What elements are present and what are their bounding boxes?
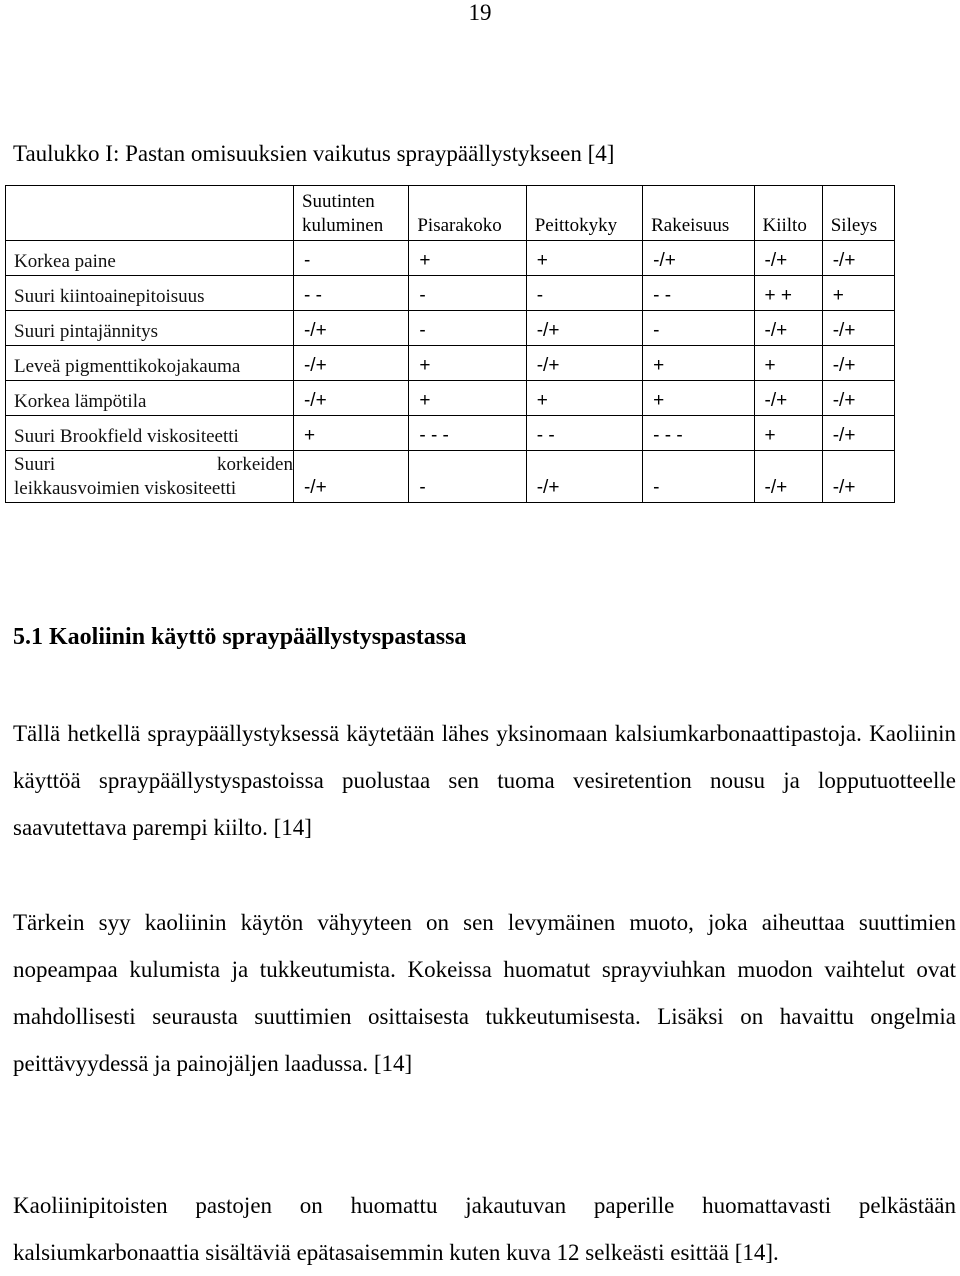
table-cell: +: [822, 276, 894, 311]
section-heading: 5.1 Kaoliinin käyttö spraypäällystyspastassa: [13, 624, 467, 650]
table-cell: -: [526, 276, 642, 311]
table-row: [6, 241, 895, 276]
table-row: [6, 381, 895, 416]
table-cell: +: [293, 416, 408, 451]
table-row: [6, 311, 895, 346]
table-header-cell: [6, 186, 294, 241]
row-label: Leveä pigmenttikokojakauma: [6, 346, 294, 381]
table-header-cell: Peittokyky: [526, 186, 642, 241]
row-label-line: Suuri korkeiden: [14, 454, 293, 475]
table-header-cell: Suutinten kuluminen: [293, 186, 408, 241]
row-label: [6, 451, 294, 503]
table-cell: - - -: [643, 416, 754, 451]
table-cell: -/+: [526, 346, 642, 381]
table-cell: - -: [526, 416, 642, 451]
table-cell: -/+: [526, 311, 642, 346]
table-cell: -/+: [293, 381, 408, 416]
table-header-cell: Rakeisuus: [643, 186, 754, 241]
table-cell: -/+: [293, 346, 408, 381]
table-cell: -/+: [293, 451, 408, 503]
table-cell: -/+: [643, 241, 754, 276]
table-cell: -/+: [526, 451, 642, 503]
table-cell: +: [643, 346, 754, 381]
table-row: [6, 276, 895, 311]
table-cell: -: [293, 241, 408, 276]
row-label-line: leikkausvoimien viskositeetti: [14, 478, 237, 499]
table-cell: +: [409, 346, 526, 381]
table-cell: -/+: [822, 241, 894, 276]
row-label: Suuri kiintoainepitoisuus: [6, 276, 294, 311]
paragraph: Kaoliinipitoisten pastojen on huomattu jakautuvan paperille huomattavasti pelkästään kalsiumkarbonaattia sisältäviä epätasaisemmin kuten kuva 12 selkeästi esittää [14].: [13, 1193, 956, 1265]
row-label: Korkea paine: [6, 241, 294, 276]
table-header-row: [6, 186, 895, 241]
paragraph: Tärkein syy kaoliinin käytön vähyyteen on sen levymäinen muoto, joka aiheuttaa suuttimien nopeampaa kulumista ja tukkeutumista. Kokeissa huomatut sprayviuhkan muodon vaihtelut ovat mahdollisesti seurausta suuttimien osittaisesta tukkeutumisesta. Lisäksi on havaittu ongelmia peittävyydessä ja painojäljen laadussa. [14]: [13, 910, 956, 1076]
table-cell: -/+: [822, 381, 894, 416]
paragraph: Tällä hetkellä spraypäällystyksessä käytetään lähes yksinomaan kalsiumkarbonaattipastoja. Kaoliinin käyttöä spraypäällystyspastoissa puolustaa sen tuoma vesiretention nousu ja lopputuotteelle saavutettava parempi kiilto. [14]: [13, 721, 956, 840]
table-cell: -/+: [822, 311, 894, 346]
table-cell: +: [409, 381, 526, 416]
table-cell: - -: [643, 276, 754, 311]
table-header-cell: Sileys: [822, 186, 894, 241]
table-cell: -/+: [293, 311, 408, 346]
row-label: Korkea lämpötila: [6, 381, 294, 416]
table-cell: -: [643, 451, 754, 503]
table-row: [6, 416, 895, 451]
table-header-cell: Pisarakoko: [409, 186, 526, 241]
table-cell: - - -: [409, 416, 526, 451]
table-cell: -: [409, 451, 526, 503]
properties-table: [5, 185, 895, 503]
table-cell: + +: [754, 276, 822, 311]
table-cell: -/+: [754, 241, 822, 276]
table-cell: -: [409, 311, 526, 346]
table-cell: +: [754, 416, 822, 451]
table-cell: -/+: [754, 451, 822, 503]
table-row: [6, 451, 895, 503]
table-cell: +: [643, 381, 754, 416]
table-cell: -: [643, 311, 754, 346]
table-cell: +: [754, 346, 822, 381]
row-label: Suuri pintajännitys: [6, 311, 294, 346]
table-cell: +: [526, 241, 642, 276]
table-caption: Taulukko I: Pastan omisuuksien vaikutus spraypäällystykseen [4]: [13, 141, 615, 166]
table-cell: -: [409, 276, 526, 311]
table-cell: -/+: [822, 416, 894, 451]
table-cell: -/+: [754, 311, 822, 346]
table-cell: +: [409, 241, 526, 276]
table-cell: +: [526, 381, 642, 416]
page-number: 19: [468, 0, 492, 25]
table-header-cell: Kiilto: [754, 186, 822, 241]
table-row: [6, 346, 895, 381]
table-cell: -/+: [822, 346, 894, 381]
table-cell: - -: [293, 276, 408, 311]
row-label: Suuri Brookfield viskositeetti: [6, 416, 294, 451]
table-cell: -/+: [754, 381, 822, 416]
table-cell: -/+: [822, 451, 894, 503]
